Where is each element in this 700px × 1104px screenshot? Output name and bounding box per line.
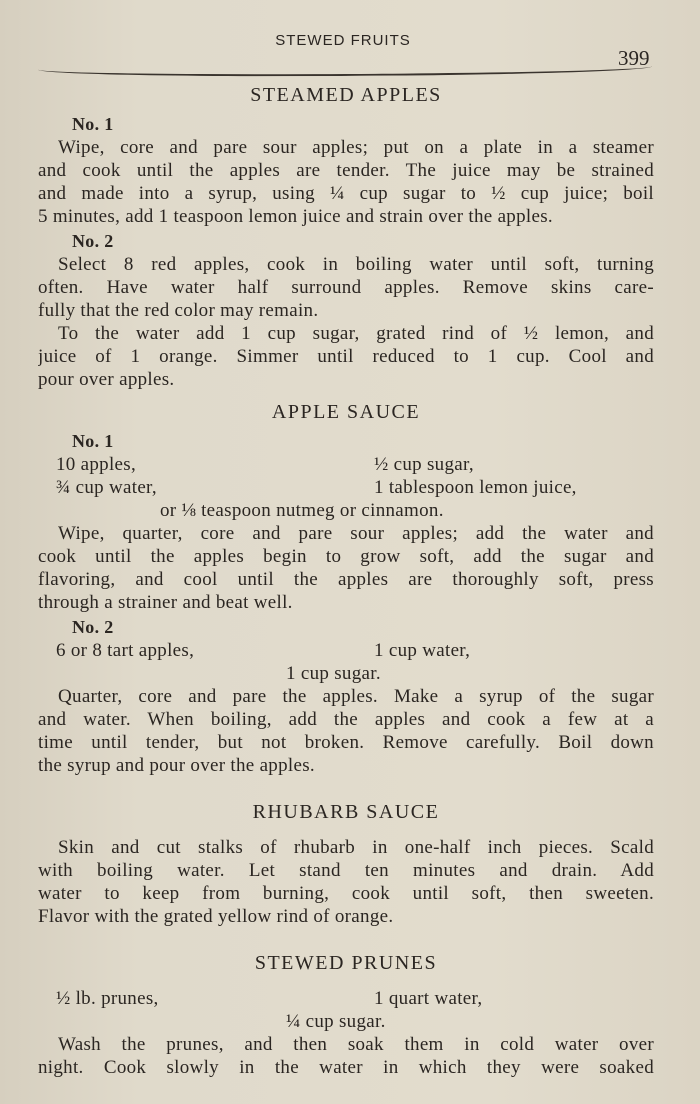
text-line: flavoring, and cool until the apples are thoroughly soft, press	[38, 569, 654, 590]
running-head: STEWED FRUITS	[275, 32, 411, 49]
page-number: 399	[618, 46, 650, 70]
text-line: Wipe, core and pare sour apples; put on a plate in a steamer	[58, 137, 654, 158]
text-line: night. Cook slowly in the water in which they were soaked	[38, 1057, 654, 1078]
ingredient: 1 cup sugar.	[286, 663, 381, 684]
ingredient: 1 cup water,	[374, 640, 471, 661]
paragraph	[38, 836, 654, 928]
paragraph	[38, 522, 654, 614]
text-line: Skin and cut stalks of rhubarb in one-half inch pieces. Scald	[58, 837, 654, 858]
text-line: through a strainer and beat well.	[38, 592, 293, 613]
recipe-variant-label: No. 1	[72, 114, 114, 134]
recipe-heading: STEAMED APPLES	[250, 84, 442, 106]
text-line: Wipe, quarter, core and pare sour apples; add the water and	[58, 523, 654, 544]
ingredient: ¾ cup water,	[56, 477, 157, 498]
text-line: pour over apples.	[38, 369, 175, 390]
paragraph	[38, 136, 654, 228]
ingredient: 10 apples,	[56, 454, 137, 475]
text-line: time until tender, but not broken. Remove carefully. Boil down	[38, 732, 654, 753]
paragraph	[38, 1033, 654, 1079]
ingredient: ¼ cup sugar.	[286, 1011, 386, 1032]
recipe-variant-label: No. 1	[72, 431, 114, 451]
recipe-variant-label: No. 2	[72, 617, 114, 637]
ingredient-row	[38, 639, 654, 662]
page-body	[38, 84, 654, 1079]
text-line: water to keep from burning, cook until soft, then sweeten.	[38, 883, 654, 904]
ingredient: ½ cup sugar,	[374, 454, 474, 475]
recipe-heading: STEWED PRUNES	[254, 952, 438, 974]
text-line: 5 minutes, add 1 teaspoon lemon juice and strain over the apples.	[38, 206, 553, 227]
ingredient-alternative: or ⅛ teaspoon nutmeg or cinnamon.	[160, 500, 444, 521]
text-line: and cook until the apples are tender. The juice may be strained	[38, 160, 654, 181]
ingredient: ½ lb. prunes,	[56, 988, 159, 1009]
ingredient-row	[38, 987, 654, 1010]
recipe-section	[38, 84, 654, 391]
recipe-heading: APPLE SAUCE	[271, 401, 421, 423]
ingredient: 6 or 8 tart apples,	[56, 640, 195, 661]
text-line: with boiling water. Let stand ten minutes and drain. Add	[38, 860, 654, 881]
text-line: and made into a syrup, using ¼ cup sugar to ½ cup juice; boil	[38, 183, 654, 204]
text-line: the syrup and pour over the apples.	[38, 755, 315, 776]
text-line: Select 8 red apples, cook in boiling water until soft, turning	[58, 254, 654, 275]
recipe-section	[38, 401, 654, 777]
paragraph	[38, 322, 654, 391]
text-line: and water. When boiling, add the apples and cook a few at a	[38, 709, 654, 730]
text-line: Quarter, core and pare the apples. Make a syrup of the sugar	[58, 686, 654, 707]
paragraph	[38, 253, 654, 322]
text-line: To the water add 1 cup sugar, grated rind of ½ lemon, and	[58, 323, 654, 344]
recipe-heading: RHUBARB SAUCE	[252, 801, 440, 823]
ingredient-row	[38, 662, 654, 685]
ingredient: 1 tablespoon lemon juice,	[374, 477, 577, 498]
text-line: often. Have water half surround apples. Remove skins care-	[38, 277, 654, 298]
ingredient-row	[38, 476, 654, 499]
header-rule	[38, 58, 652, 77]
text-line: juice of 1 orange. Simmer until reduced to 1 cup. Cool and	[38, 346, 654, 367]
ingredient: 1 quart water,	[374, 988, 483, 1009]
ingredient-row	[38, 499, 654, 522]
recipe-variant-label: No. 2	[72, 231, 114, 251]
text-line: Flavor with the grated yellow rind of orange.	[38, 906, 394, 927]
ingredient-row	[38, 1010, 654, 1033]
text-line: cook until the apples begin to grow soft, add the sugar and	[38, 546, 654, 567]
recipe-section	[38, 952, 654, 1079]
recipe-section	[38, 801, 654, 928]
paragraph	[38, 685, 654, 777]
ingredient-row	[38, 453, 654, 476]
text-line: Wash the prunes, and then soak them in cold water over	[58, 1034, 654, 1055]
text-line: fully that the red color may remain.	[38, 300, 319, 321]
